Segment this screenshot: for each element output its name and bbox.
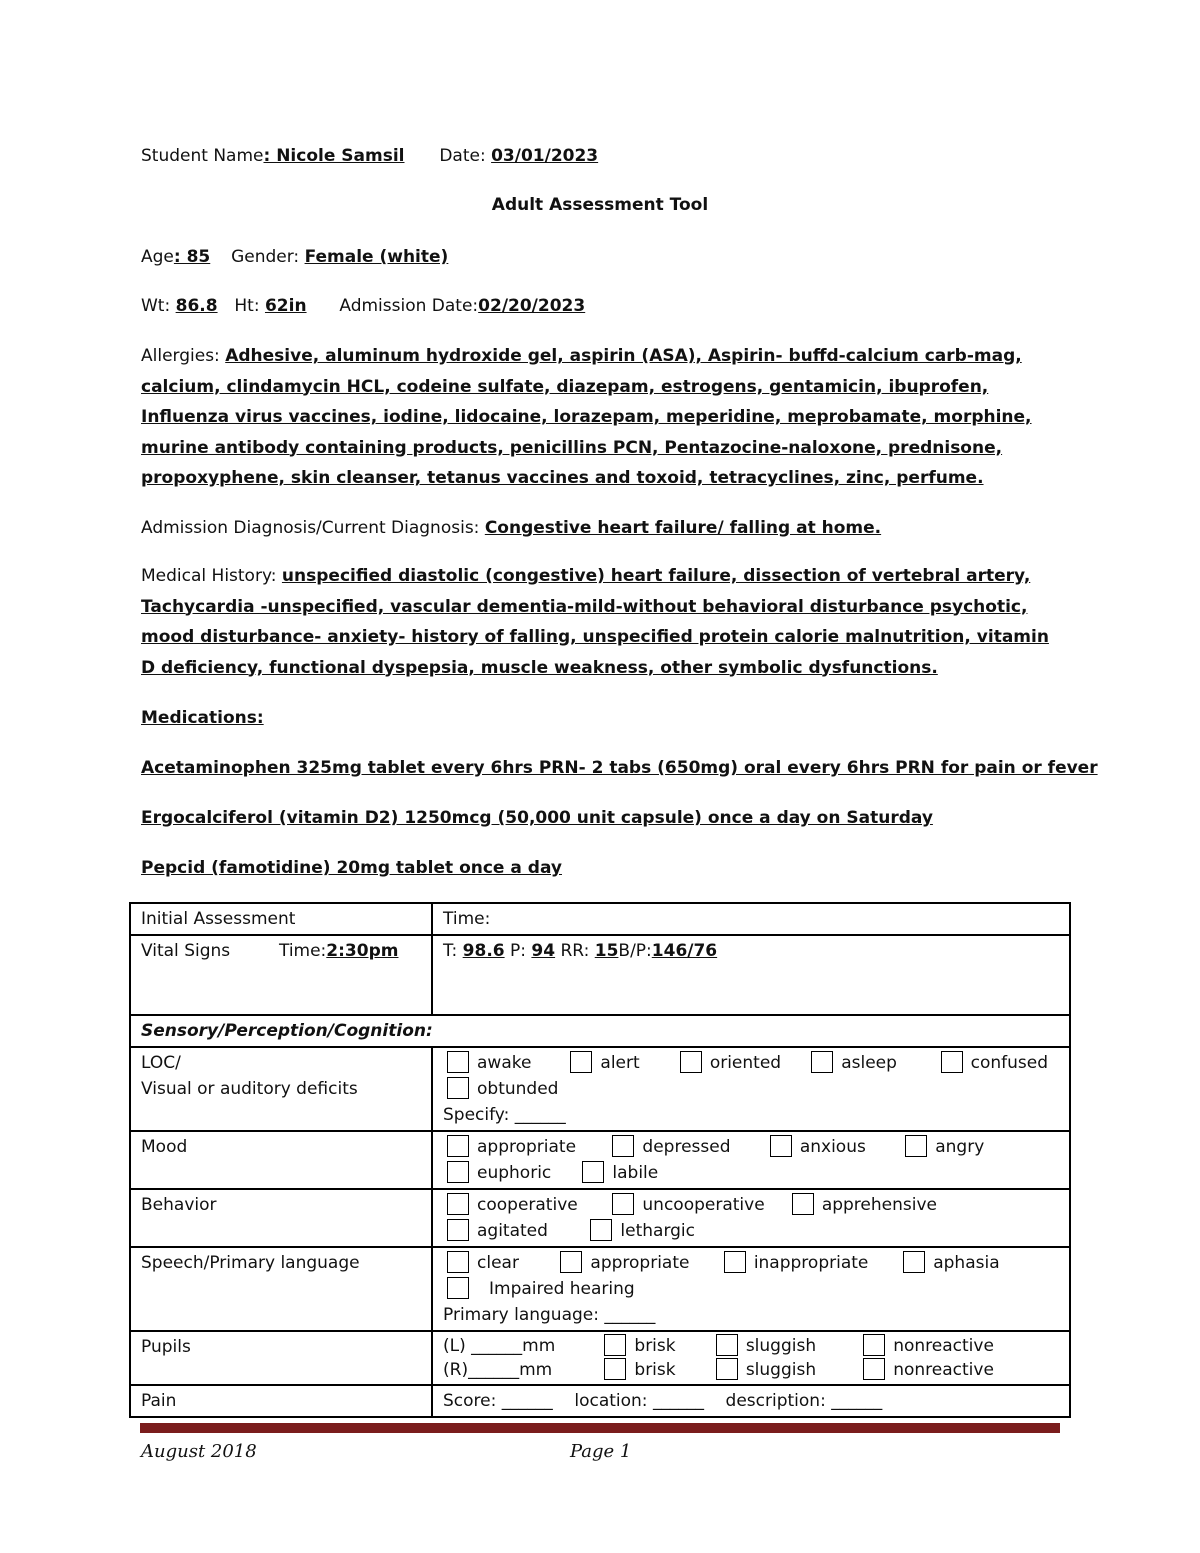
allergies-paragraph <box>141 341 1061 494</box>
option-label: nonreactive <box>893 1360 994 1380</box>
age-value: : 85 <box>173 247 211 267</box>
checkbox[interactable] <box>447 1161 469 1183</box>
option-label: depressed <box>642 1137 731 1157</box>
option-label: agitated <box>477 1221 548 1241</box>
gender-value: Female (white) <box>304 247 449 267</box>
option-label: sluggish <box>745 1336 817 1356</box>
checkbox[interactable] <box>770 1135 792 1157</box>
mood-label: Mood <box>130 1131 432 1189</box>
table-row <box>130 1385 1070 1417</box>
pain-label: Pain <box>130 1385 432 1417</box>
pain-fields[interactable]: Score: ______ location: ______ description: ______ <box>432 1385 1070 1417</box>
pupil-right-size[interactable]: (R)______mm <box>443 1360 553 1380</box>
header-line <box>141 145 598 167</box>
footer-page-number: Page 1 <box>570 1441 632 1462</box>
vital-signs-label: Vital Signs <box>141 941 231 961</box>
ht-value: 62in <box>264 296 307 316</box>
option-label: uncooperative <box>642 1195 765 1215</box>
option-label: brisk <box>634 1360 676 1380</box>
option-label: Impaired hearing <box>489 1279 635 1299</box>
loc-cell <box>130 1047 432 1131</box>
option-label: appropriate <box>477 1137 577 1157</box>
option-label: aphasia <box>933 1253 1000 1273</box>
pupil-left-size[interactable]: (L) ______mm <box>443 1336 556 1356</box>
age-gender-line <box>141 246 448 268</box>
checkbox[interactable] <box>863 1334 885 1356</box>
option-label: cooperative <box>477 1195 578 1215</box>
section-header: Sensory/Perception/Cognition: <box>130 1015 1070 1047</box>
checkbox[interactable] <box>716 1334 738 1356</box>
t-value: 98.6 <box>462 941 505 961</box>
diagnosis-label: Admission Diagnosis/Current Diagnosis: <box>141 518 480 538</box>
vitals-values-cell[interactable] <box>432 935 1070 1015</box>
option-label: asleep <box>841 1053 897 1073</box>
option-label: alert <box>600 1053 640 1073</box>
allergies-value: Adhesive, aluminum hydroxide gel, aspirin (ASA), Aspirin- buffd-calcium carb-mag, calcium, clindamycin HCL, codeine sulfate, diazepam, estrogens, gentamicin, ibuprofen, Influenza virus vaccines, iodine, lidocaine, lorazepam, meperidine, meprobamate, morphine, murine antibody containing products, penicillins PCN, Pentazocine-naloxone, prednisone, propoxyphene, skin cleanser, tetanus vaccines and toxoid, tetracyclines, zinc, perfume. <box>141 346 1032 488</box>
wt-label: Wt: <box>141 296 171 316</box>
table-row <box>130 903 1070 935</box>
loc-label: LOC/ <box>141 1053 181 1073</box>
page-title: Adult Assessment Tool <box>491 195 709 215</box>
option-label: anxious <box>799 1137 866 1157</box>
checkbox[interactable] <box>447 1051 469 1073</box>
behavior-label: Behavior <box>130 1189 432 1247</box>
checkbox[interactable] <box>447 1077 469 1099</box>
date-label: Date: <box>439 146 486 166</box>
option-label: sluggish <box>745 1360 817 1380</box>
checkbox[interactable] <box>447 1193 469 1215</box>
loc-specify[interactable]: Specify: ______ <box>443 1105 566 1125</box>
pupils-options-cell <box>432 1331 1070 1385</box>
rr-label: RR: <box>560 941 590 961</box>
speech-label: Speech/Primary language <box>130 1247 432 1331</box>
p-label: P: <box>510 941 526 961</box>
speech-options-cell <box>432 1247 1070 1331</box>
student-name-value: : Nicole Samsil <box>263 146 405 166</box>
pupils-label: Pupils <box>130 1331 432 1385</box>
table-row <box>130 935 1070 1015</box>
checkbox[interactable] <box>811 1051 833 1073</box>
diagnosis-value: Congestive heart failure/ falling at home. <box>484 518 882 538</box>
checkbox[interactable] <box>716 1358 738 1380</box>
checkbox[interactable] <box>447 1219 469 1241</box>
checkbox[interactable] <box>604 1358 626 1380</box>
checkbox[interactable] <box>863 1358 885 1380</box>
option-label: lethargic <box>620 1221 695 1241</box>
table-row <box>130 1189 1070 1247</box>
option-label: obtunded <box>477 1079 559 1099</box>
history-label: Medical History: <box>141 566 277 586</box>
p-value: 94 <box>531 941 556 961</box>
checkbox[interactable] <box>792 1193 814 1215</box>
checkbox[interactable] <box>905 1135 927 1157</box>
table-row <box>130 1015 1070 1047</box>
student-name-label: Student Name <box>141 146 264 166</box>
vital-signs-cell <box>130 935 432 1015</box>
loc-sublabel: Visual or auditory deficits <box>141 1079 358 1099</box>
initial-assessment-cell: Initial Assessment <box>130 903 432 935</box>
bp-label: B/P: <box>618 941 652 961</box>
bp-value: 146/76 <box>651 941 718 961</box>
mood-options-cell <box>432 1131 1070 1189</box>
table-row <box>130 1047 1070 1131</box>
assessment-table <box>129 902 1071 1418</box>
checkbox[interactable] <box>447 1135 469 1157</box>
t-label: T: <box>443 941 458 961</box>
option-label: inappropriate <box>753 1253 869 1273</box>
checkbox[interactable] <box>903 1251 925 1273</box>
gender-label: Gender: <box>231 247 300 267</box>
behavior-options-cell <box>432 1189 1070 1247</box>
checkbox[interactable] <box>604 1334 626 1356</box>
table-row <box>130 1247 1070 1331</box>
option-label: appropriate <box>590 1253 690 1273</box>
option-label: labile <box>612 1163 659 1183</box>
medication-item: Ergocalciferol (vitamin D2) 1250mcg (50,000 unit capsule) once a day on Saturday <box>141 808 933 828</box>
option-label: confused <box>970 1053 1049 1073</box>
option-label: awake <box>477 1053 532 1073</box>
medical-history-paragraph <box>141 561 1061 683</box>
primary-language-field[interactable]: Primary language: ______ <box>443 1305 656 1325</box>
vitals-time-value: 2:30pm <box>326 941 399 961</box>
option-label: clear <box>477 1253 519 1273</box>
option-label: nonreactive <box>893 1336 994 1356</box>
footer-date: August 2018 <box>141 1441 257 1462</box>
history-value: unspecified diastolic (congestive) heart failure, dissection of vertebral artery, Tachycardia -unspecified, vascular dementia-mild-without behavioral disturbance psychotic, mood disturbance- anxiety- history of falling, unspecified protein calorie malnutrition, vitamin D deficiency, functional dyspepsia, muscle weakness, other symbolic dysfunctions. <box>141 566 1049 678</box>
vitals-time-label: Time: <box>278 941 327 961</box>
checkbox[interactable] <box>612 1193 634 1215</box>
option-label: apprehensive <box>821 1195 937 1215</box>
wt-ht-line <box>141 295 585 317</box>
checkbox[interactable] <box>941 1051 963 1073</box>
option-label: brisk <box>634 1336 676 1356</box>
medication-item: Pepcid (famotidine) 20mg tablet once a day <box>141 858 562 878</box>
checkbox[interactable] <box>447 1277 469 1299</box>
time-cell[interactable]: Time: <box>432 903 1070 935</box>
ht-label: Ht: <box>234 296 260 316</box>
wt-value: 86.8 <box>175 296 218 316</box>
table-row <box>130 1131 1070 1189</box>
rr-value: 15 <box>594 941 619 961</box>
footer-divider <box>140 1423 1060 1433</box>
loc-options-cell <box>432 1047 1070 1131</box>
checkbox[interactable] <box>560 1251 582 1273</box>
option-label: angry <box>935 1137 985 1157</box>
option-label: oriented <box>709 1053 782 1073</box>
checkbox[interactable] <box>570 1051 592 1073</box>
checkbox[interactable] <box>612 1135 634 1157</box>
admission-date-label: Admission Date: <box>339 296 479 316</box>
table-row <box>130 1331 1070 1385</box>
checkbox[interactable] <box>582 1161 604 1183</box>
option-label: euphoric <box>477 1163 552 1183</box>
admission-date-value: 02/20/2023 <box>478 296 586 316</box>
checkbox[interactable] <box>447 1251 469 1273</box>
age-label: Age <box>141 247 174 267</box>
checkbox[interactable] <box>590 1219 612 1241</box>
medications-label: Medications: <box>141 708 264 728</box>
date-value: 03/01/2023 <box>491 146 599 166</box>
diagnosis-line <box>141 517 881 539</box>
checkbox[interactable] <box>724 1251 746 1273</box>
checkbox[interactable] <box>680 1051 702 1073</box>
allergies-label: Allergies: <box>141 346 220 366</box>
medication-item: Acetaminophen 325mg tablet every 6hrs PRN- 2 tabs (650mg) oral every 6hrs PRN for pain or fever <box>141 758 1098 778</box>
